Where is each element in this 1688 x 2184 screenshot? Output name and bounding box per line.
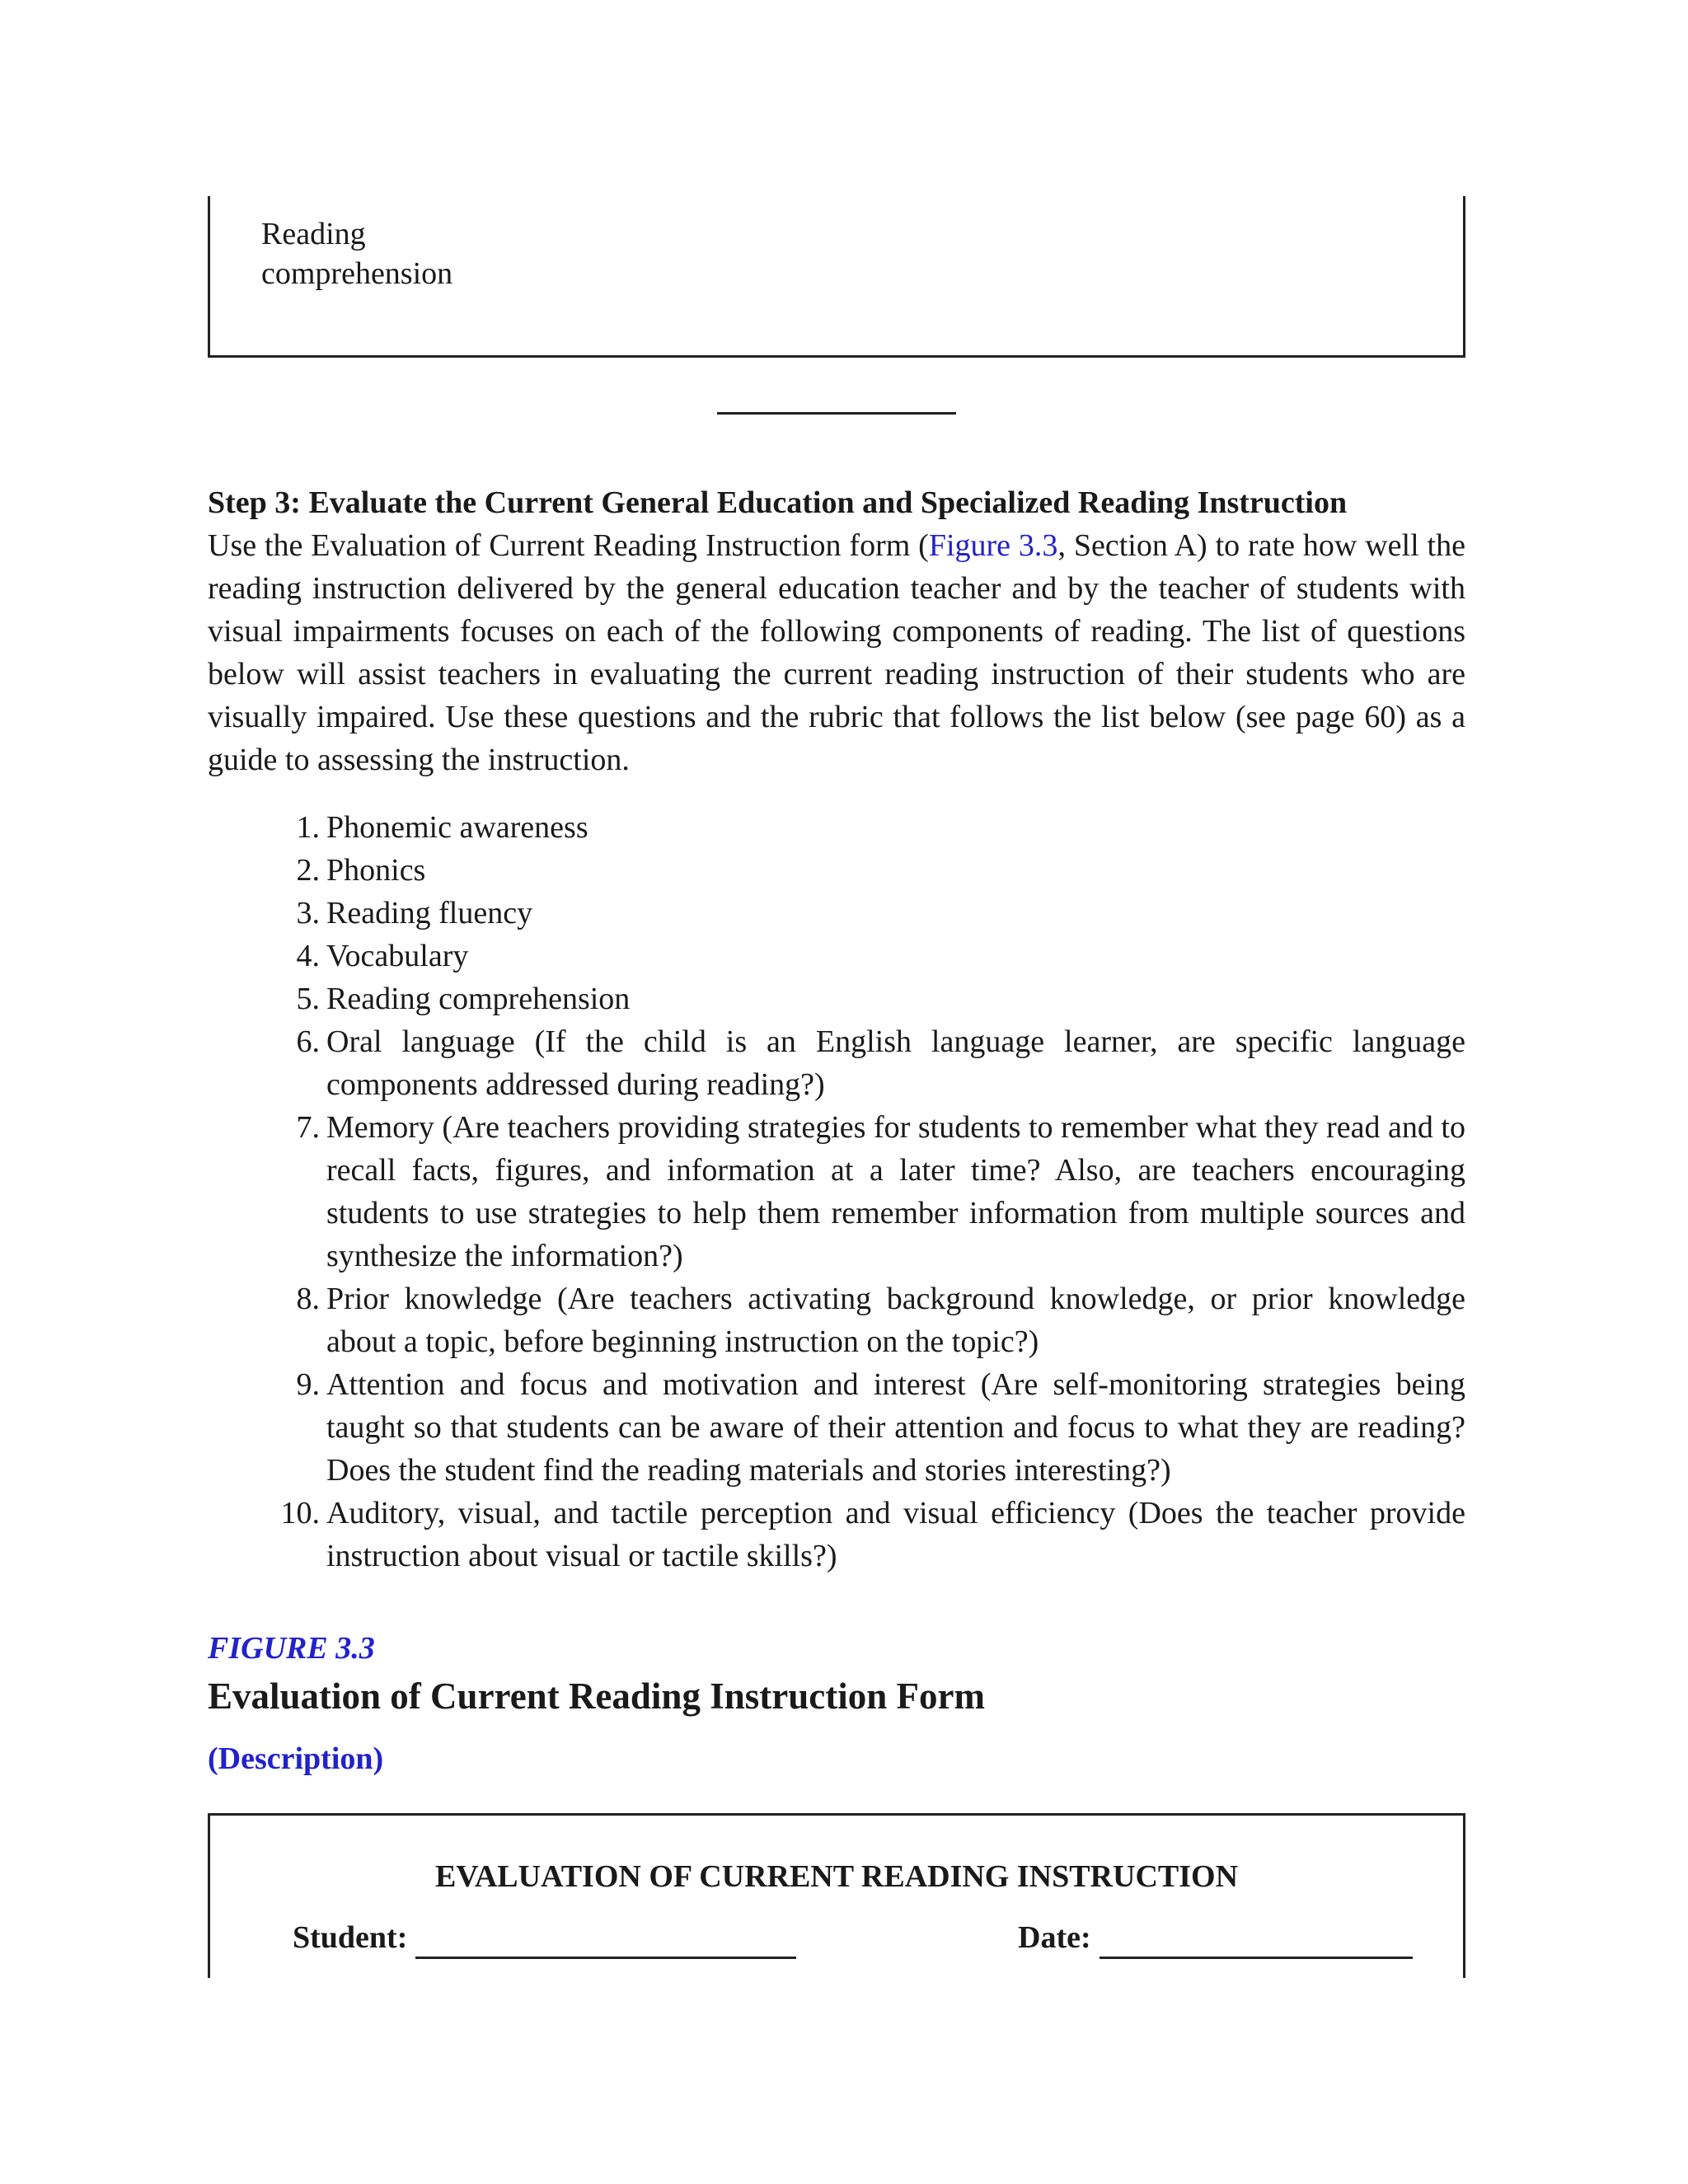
- list-number: 10.: [280, 1496, 320, 1530]
- list-text: Phonics: [326, 853, 426, 888]
- components-list: [208, 806, 1465, 1577]
- section-separator: [717, 412, 956, 415]
- description-link[interactable]: (Description): [208, 1741, 384, 1776]
- list-text: Attention and focus and motivation and interest (Are self-monitoring strategies being taught so that students can be aware of their attention and focus to what they are reading? Does the student find the reading materials and stories interesting?): [326, 1367, 1465, 1488]
- figure-label: FIGURE 3.3: [208, 1631, 375, 1666]
- list-text: Reading fluency: [326, 896, 533, 930]
- cell-line: Reading: [261, 217, 366, 251]
- student-blank-line[interactable]: [415, 1924, 796, 1959]
- figure-link[interactable]: Figure 3.3: [928, 528, 1058, 563]
- date-label: Date:: [1018, 1920, 1091, 1955]
- cell-line: comprehension: [261, 256, 453, 291]
- step-paragraph: [208, 524, 1465, 781]
- student-field: [293, 1916, 796, 1959]
- table-cell: [261, 214, 509, 293]
- evaluation-form: [208, 1813, 1465, 1978]
- list-text: Phonemic awareness: [326, 810, 588, 845]
- list-item: [208, 806, 1465, 849]
- list-number: 6.: [296, 1024, 320, 1059]
- paragraph-text: , Section A) to rate how well the reading instruction delivered by the general education teacher and by the teacher of students with visual impairments focuses on each of the following components of reading. The list of questions below will assist teachers in evaluating the current reading instruction of their students who are visually impaired. Use these questions and the rubric that follows the list below (see page 60) as a guide to assessing the instruction.: [208, 528, 1465, 777]
- date-blank-line[interactable]: [1100, 1924, 1413, 1959]
- list-text: Oral language (If the child is an English language learner, are specific language components addressed during reading?): [326, 1024, 1465, 1102]
- student-label: Student:: [293, 1920, 408, 1955]
- list-number: 8.: [296, 1282, 320, 1316]
- list-number: 2.: [296, 853, 320, 888]
- list-number: 4.: [296, 939, 320, 973]
- list-number: 9.: [296, 1367, 320, 1402]
- list-text: Memory (Are teachers providing strategies for students to remember what they read and to recall facts, figures, and information at a later time? Also, are teachers encouraging students to use strategies to help them remember information from multiple sources and synthesize the information?): [326, 1110, 1465, 1273]
- list-text: Prior knowledge (Are teachers activating background knowledge, or prior knowledge about a topic, before beginning instruction on the topic?): [326, 1282, 1465, 1359]
- list-item: [208, 935, 1465, 977]
- list-text: Auditory, visual, and tactile perception and visual efficiency (Does the teacher provide instruction about visual or tactile skills?): [326, 1496, 1465, 1573]
- list-item: [208, 1363, 1465, 1492]
- form-title: EVALUATION OF CURRENT READING INSTRUCTION: [434, 1859, 1239, 1894]
- list-item: [208, 1106, 1465, 1277]
- paragraph-text: Use the Evaluation of Current Reading Instruction form (: [208, 528, 929, 563]
- step-heading: Step 3: Evaluate the Current General Education and Specialized Reading Instruction: [208, 485, 1348, 520]
- list-item: [208, 977, 1465, 1020]
- list-text: Reading comprehension: [326, 982, 631, 1016]
- list-item: [208, 1020, 1465, 1106]
- previous-table-continuation: [208, 196, 1465, 358]
- list-number: 1.: [296, 810, 320, 845]
- list-item: [208, 892, 1465, 935]
- list-text: Vocabulary: [326, 939, 469, 973]
- list-number: 5.: [296, 982, 320, 1016]
- list-item: [208, 849, 1465, 892]
- list-item: [208, 1277, 1465, 1363]
- list-number: 7.: [296, 1110, 320, 1145]
- figure-title: Evaluation of Current Reading Instruction Form: [208, 1675, 985, 1717]
- list-number: 3.: [296, 896, 320, 930]
- date-field: [1018, 1916, 1413, 1959]
- list-item: [208, 1492, 1465, 1577]
